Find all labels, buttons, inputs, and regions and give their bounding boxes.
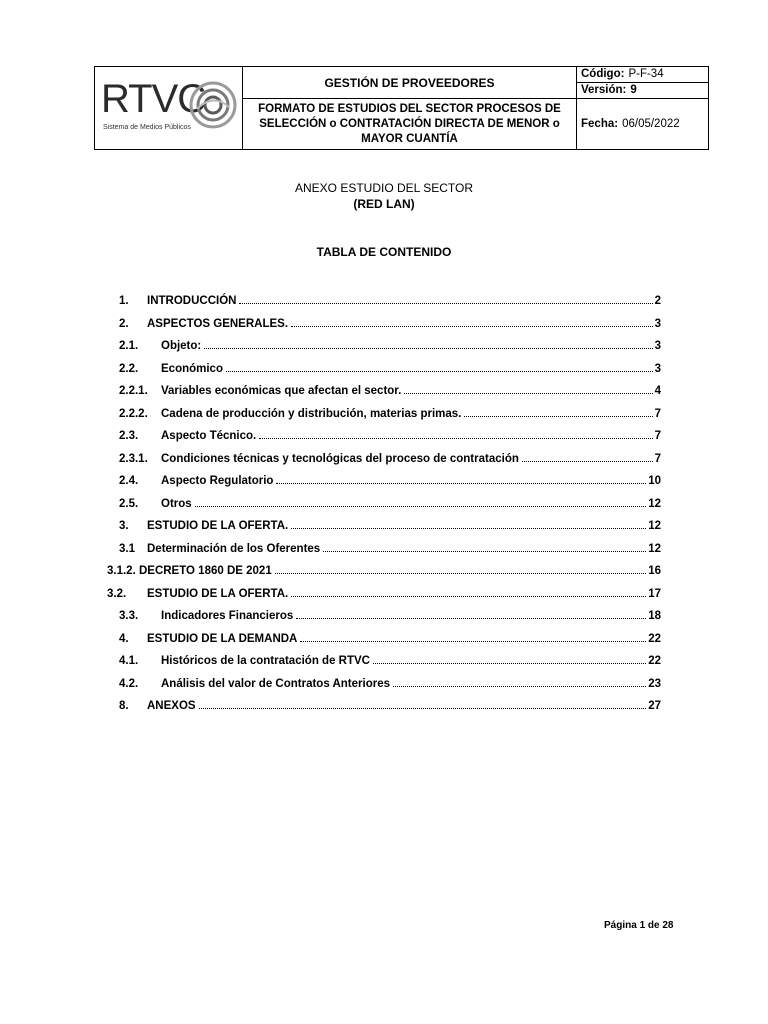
toc-leader-dots [373, 663, 646, 664]
toc-item-page: 4 [654, 385, 661, 397]
codigo-value: P-F-34 [628, 68, 664, 80]
toc-item-page: 17 [648, 587, 661, 600]
toc-item-page: 12 [648, 497, 661, 510]
toc-leader-dots [522, 461, 653, 462]
toc-leader-dots [195, 506, 647, 507]
codigo-label: Código: [581, 68, 625, 80]
header-title: GESTIÓN DE PROVEEDORES [243, 67, 577, 99]
toc-leader-dots [404, 393, 652, 394]
rtvc-swirl-icon [187, 79, 239, 131]
toc-leader-dots [204, 348, 652, 349]
toc-item-number: 4.1. [119, 655, 139, 667]
toc-item-text: Determinación de los Oferentes [147, 542, 321, 555]
toc-item-text: ESTUDIO DE LA DEMANDA [147, 632, 298, 645]
toc-item[interactable] [119, 426, 661, 442]
toc-leader-dots [226, 371, 653, 372]
toc-item-number: 3. [119, 520, 129, 532]
toc-item[interactable] [119, 381, 661, 397]
logo-subtitle: Sistema de Medios Públicos [103, 124, 191, 131]
toc-item-number: 2.3. [119, 430, 139, 442]
toc-item-number: 8. [119, 700, 129, 712]
toc-item[interactable] [119, 494, 661, 510]
toc-item[interactable] [119, 291, 661, 307]
toc-item[interactable] [119, 651, 661, 667]
fecha-value: 06/05/2022 [622, 118, 680, 130]
toc-item-number: 2.2.2. [119, 407, 148, 420]
toc-item-number: 2.4. [119, 475, 139, 487]
toc-item-text: Otros [161, 497, 192, 510]
toc-item-text: Objeto: [161, 340, 202, 352]
toc-heading: TABLA DE CONTENIDO [316, 245, 452, 259]
toc-item[interactable] [119, 629, 661, 645]
toc-item[interactable] [119, 516, 661, 532]
toc-item-text: Indicadores Financieros [161, 610, 294, 622]
toc-item-page: 3 [654, 317, 661, 330]
toc-item[interactable] [107, 584, 661, 600]
toc-item[interactable] [119, 449, 661, 465]
toc-item-text: ANEXOS [147, 700, 196, 712]
toc-item[interactable] [119, 674, 661, 690]
toc-leader-dots [291, 596, 646, 597]
toc-item-page: 16 [648, 565, 661, 577]
toc-leader-dots [275, 573, 646, 574]
toc-item-number: 4. [119, 632, 129, 645]
toc-item-text: Análisis del valor de Contratos Anteriores [161, 677, 390, 690]
toc-item-page: 12 [648, 520, 661, 532]
toc-item-page: 27 [648, 700, 661, 712]
fecha-field [577, 99, 708, 149]
toc-item[interactable] [119, 539, 661, 555]
toc-leader-dots [323, 551, 646, 552]
toc-item-page: 22 [648, 632, 661, 645]
toc-item-number: 1. [119, 295, 129, 307]
toc-item-page: 3 [654, 362, 661, 375]
toc-item[interactable] [119, 359, 661, 375]
toc-item-text: 3.1.2. DECRETO 1860 DE 2021 [107, 565, 272, 577]
toc-leader-dots [393, 686, 646, 687]
page-number: Página 1 de 28 [604, 920, 674, 931]
toc-leader-dots [300, 641, 646, 642]
header-subtitle: FORMATO DE ESTUDIOS DEL SECTOR PROCESOS DE SELECCIÓN o CONTRATACIÓN DIRECTA DE MENOR o MAYOR CUANTÍA [243, 99, 577, 149]
toc-item-number: 2.5. [119, 497, 139, 510]
toc-item-text: Aspecto Regulatorio [161, 475, 274, 487]
toc-item[interactable] [119, 471, 661, 487]
toc-leader-dots [291, 326, 653, 327]
toc-item-page: 12 [648, 542, 661, 555]
toc-item[interactable] [119, 404, 661, 420]
annex-title: ANEXO ESTUDIO DEL SECTOR [294, 181, 474, 195]
toc-item-text: Históricos de la contratación de RTVC [161, 655, 370, 667]
toc-item[interactable] [107, 561, 661, 577]
toc-item-number: 2.1. [119, 340, 139, 352]
toc-item-text: INTRODUCCIÓN [147, 295, 237, 307]
rtvc-logo: RTVC [101, 77, 206, 121]
toc-item-text: ESTUDIO DE LA OFERTA. [147, 587, 289, 600]
toc-item-page: 7 [654, 430, 661, 442]
toc-item-page: 22 [648, 655, 661, 667]
toc-item-text: ASPECTOS GENERALES. [147, 317, 289, 330]
toc-item-number: 2.3.1. [119, 452, 148, 465]
toc-item-number: 3.2. [107, 587, 127, 600]
logo-cell [95, 67, 243, 149]
toc-item-number: 2.2.1. [119, 385, 148, 397]
toc-leader-dots [199, 708, 647, 709]
toc-leader-dots [239, 303, 652, 304]
toc-item-page: 10 [648, 475, 661, 487]
version-field [577, 83, 708, 99]
toc-item-text: ESTUDIO DE LA OFERTA. [147, 520, 289, 532]
document-header-table [94, 66, 709, 150]
toc-item-page: 7 [654, 407, 661, 420]
toc-item-text: Variables económicas que afectan el sector. [161, 385, 402, 397]
toc-item-text: Económico [161, 362, 223, 375]
toc-item-page: 2 [654, 295, 661, 307]
toc-item-number: 2.2. [119, 362, 139, 375]
version-value: 9 [630, 84, 637, 96]
toc-leader-dots [291, 528, 646, 529]
toc-leader-dots [259, 438, 652, 439]
toc-item-text: Aspecto Técnico. [161, 430, 257, 442]
toc-item-text: Cadena de producción y distribución, materias primas. [161, 407, 462, 420]
codigo-field [577, 67, 708, 83]
toc-leader-dots [276, 483, 646, 484]
toc-item[interactable] [119, 336, 661, 352]
fecha-label: Fecha: [581, 118, 619, 130]
toc-item-number: 2. [119, 317, 129, 330]
toc-item-number: 3.3. [119, 610, 139, 622]
toc-item[interactable] [119, 606, 661, 622]
toc-item-number: 4.2. [119, 677, 139, 690]
toc-item-page: 7 [654, 452, 661, 465]
toc-item[interactable] [119, 696, 661, 712]
toc-item-text: Condiciones técnicas y tecnológicas del proceso de contratación [161, 452, 519, 465]
toc-item[interactable] [119, 314, 661, 330]
toc-leader-dots [296, 618, 646, 619]
annex-subtitle: (RED LAN) [353, 197, 415, 211]
version-label: Versión: [581, 84, 627, 96]
toc-item-number: 3.1 [119, 542, 135, 555]
toc-leader-dots [464, 416, 652, 417]
toc-item-page: 3 [654, 340, 661, 352]
toc-item-page: 18 [648, 610, 661, 622]
toc-item-page: 23 [648, 677, 661, 690]
